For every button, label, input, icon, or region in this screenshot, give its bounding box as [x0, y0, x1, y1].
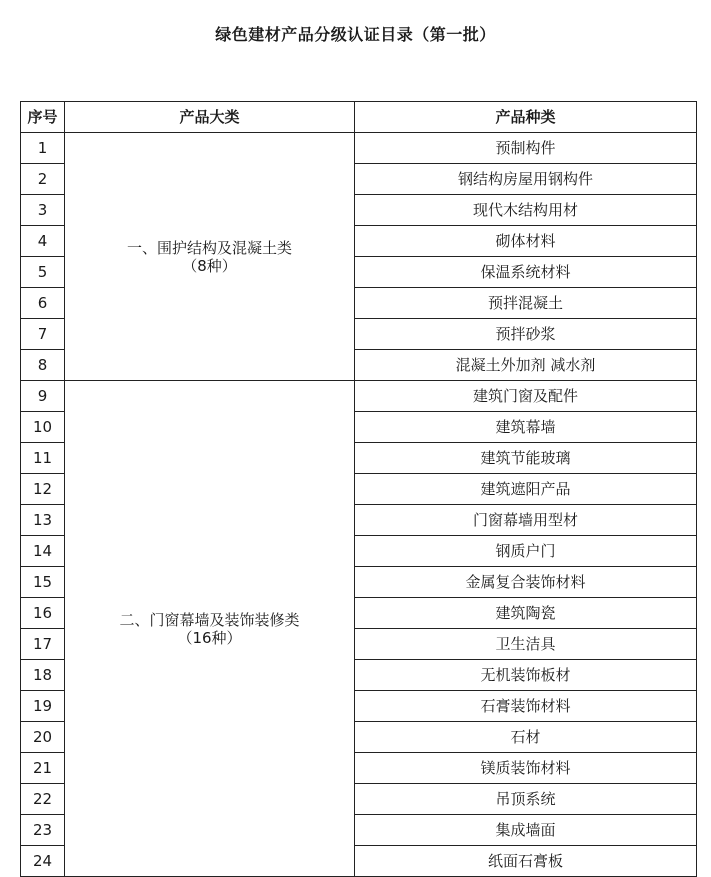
seq-cell: 20 [21, 722, 65, 753]
kind-cell: 建筑陶瓷 [355, 598, 697, 629]
seq-cell: 16 [21, 598, 65, 629]
table-body [21, 133, 697, 877]
seq-cell: 19 [21, 691, 65, 722]
seq-cell: 10 [21, 412, 65, 443]
seq-cell: 2 [21, 164, 65, 195]
seq-cell: 7 [21, 319, 65, 350]
seq-cell: 12 [21, 474, 65, 505]
kind-cell: 金属复合装饰材料 [355, 567, 697, 598]
kind-cell: 石材 [355, 722, 697, 753]
seq-cell: 11 [21, 443, 65, 474]
category-name: 一、围护结构及混凝土类 [126, 238, 292, 257]
kind-cell: 建筑门窗及配件 [355, 381, 697, 412]
kind-cell: 集成墙面 [355, 815, 697, 846]
kind-cell: 镁质装饰材料 [355, 753, 697, 784]
document-title: 绿色建材产品分级认证目录（第一批） [215, 25, 496, 44]
category-name: 二、门窗幕墙及装饰装修类 [119, 610, 300, 629]
kind-cell: 建筑节能玻璃 [355, 443, 697, 474]
seq-cell: 5 [21, 257, 65, 288]
kind-cell: 卫生洁具 [355, 629, 697, 660]
seq-cell: 8 [21, 350, 65, 381]
kind-cell: 吊顶系统 [355, 784, 697, 815]
seq-cell: 15 [21, 567, 65, 598]
kind-cell: 建筑幕墙 [355, 412, 697, 443]
seq-cell: 22 [21, 784, 65, 815]
kind-cell: 预拌混凝土 [355, 288, 697, 319]
header-category: 产品大类 [65, 102, 355, 133]
header-seq: 序号 [21, 102, 65, 133]
kind-cell: 钢结构房屋用钢构件 [355, 164, 697, 195]
table-row [21, 133, 697, 164]
kind-cell: 石膏装饰材料 [355, 691, 697, 722]
kind-cell: 建筑遮阳产品 [355, 474, 697, 505]
seq-cell: 17 [21, 629, 65, 660]
seq-cell: 9 [21, 381, 65, 412]
table-row [21, 381, 697, 412]
kind-cell: 钢质户门 [355, 536, 697, 567]
seq-cell: 24 [21, 846, 65, 877]
seq-cell: 1 [21, 133, 65, 164]
category-cell [65, 381, 355, 877]
kind-cell: 混凝土外加剂 减水剂 [355, 350, 697, 381]
table-header-row [21, 102, 697, 133]
header-kind: 产品种类 [355, 102, 697, 133]
seq-cell: 14 [21, 536, 65, 567]
kind-cell: 纸面石膏板 [355, 846, 697, 877]
kind-cell: 保温系统材料 [355, 257, 697, 288]
kind-cell: 门窗幕墙用型材 [355, 505, 697, 536]
seq-cell: 21 [21, 753, 65, 784]
seq-cell: 23 [21, 815, 65, 846]
category-count: （16种） [177, 628, 242, 647]
kind-cell: 预制构件 [355, 133, 697, 164]
seq-cell: 13 [21, 505, 65, 536]
certification-catalog-table [20, 101, 697, 877]
category-count: （8种） [182, 256, 237, 275]
kind-cell: 砌体材料 [355, 226, 697, 257]
category-cell [65, 133, 355, 381]
kind-cell: 现代木结构用材 [355, 195, 697, 226]
seq-cell: 3 [21, 195, 65, 226]
kind-cell: 无机装饰板材 [355, 660, 697, 691]
seq-cell: 4 [21, 226, 65, 257]
kind-cell: 预拌砂浆 [355, 319, 697, 350]
seq-cell: 6 [21, 288, 65, 319]
seq-cell: 18 [21, 660, 65, 691]
